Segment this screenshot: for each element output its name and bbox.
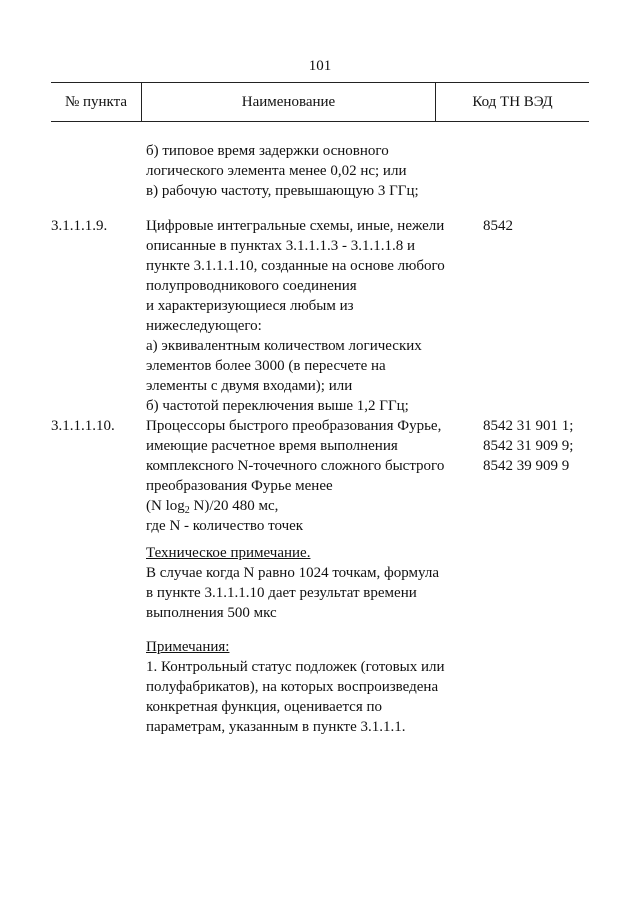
item-code: 8542: [483, 218, 513, 234]
text-line: преобразования Фурье менее: [146, 478, 333, 494]
item-description: [146, 416, 486, 536]
text-line: Процессоры быстрого преобразования Фурье,: [146, 418, 442, 434]
item-description: [146, 216, 486, 416]
text-line: пункте 3.1.1.1.10, созданные на основе любого: [146, 258, 445, 274]
text-line: в) рабочую частоту, превышающую 3 ГГц;: [146, 183, 419, 199]
item-number: 3.1.1.1.10.: [51, 418, 115, 434]
continuation-text: [146, 141, 486, 201]
text-line: комплексного N-точечного сложного быстрого: [146, 458, 445, 474]
text-line: 1. Контрольный статус подложек (готовых или: [146, 659, 445, 675]
text-line: Цифровые интегральные схемы, иные, нежели: [146, 218, 445, 234]
formula: (N $\log_2 N)/20$ 480 мс,: [146, 498, 279, 516]
code-entry: 8542 31 909 9;: [483, 438, 574, 454]
text-line: В случае когда N равно 1024 точкам, формула: [146, 565, 440, 581]
table-header: [51, 82, 589, 122]
formula-note: где N - количество точек: [146, 518, 304, 534]
header-code: Код ТН ВЭД: [472, 94, 553, 110]
technical-note-text: [146, 543, 486, 623]
page-number: 101: [308, 58, 332, 74]
text-line: описанные в пунктах 3.1.1.1.3 - 3.1.1.1.8 и: [146, 238, 415, 254]
header-name: Наименование: [241, 94, 336, 110]
notes-heading: Примечания:: [146, 639, 230, 655]
text-line: а) эквивалентным количеством логических: [146, 338, 422, 354]
notes-text: [146, 637, 486, 737]
text-line: полупроводникового соединения: [146, 278, 357, 294]
header-item-number: № пункта: [64, 94, 128, 110]
code-entry: 8542 31 901 1;: [483, 418, 574, 434]
text-line: выполнения 500 мкс: [146, 605, 277, 621]
technical-note-heading: Техническое примечание.: [146, 545, 311, 561]
text-line: элементы с двумя входами); или: [146, 378, 353, 394]
text-line: элементов более 3000 (в пересчете на: [146, 358, 386, 374]
text-line: нижеследующего:: [146, 318, 262, 334]
text-line: и характеризующиеся любым из: [146, 298, 354, 314]
code-entry: 8542 39 909 9: [483, 458, 570, 474]
item-codes: [483, 416, 603, 476]
text-line: б) частотой переключения выше 1,2 ГГц;: [146, 398, 409, 414]
text-line: в пункте 3.1.1.1.10 дает результат времени: [146, 585, 417, 601]
text-line: б) типовое время задержки основного: [146, 143, 389, 159]
text-line: полуфабрикатов), на которых воспроизведена: [146, 679, 439, 695]
text-line: параметрам, указанным в пункте 3.1.1.1.: [146, 719, 406, 735]
text-line: логического элемента менее 0,02 нс; или: [146, 163, 407, 179]
text-line: конкретная функция, оценивается по: [146, 699, 383, 715]
text-line: имеющие расчетное время выполнения: [146, 438, 398, 454]
item-number: 3.1.1.1.9.: [51, 218, 108, 234]
